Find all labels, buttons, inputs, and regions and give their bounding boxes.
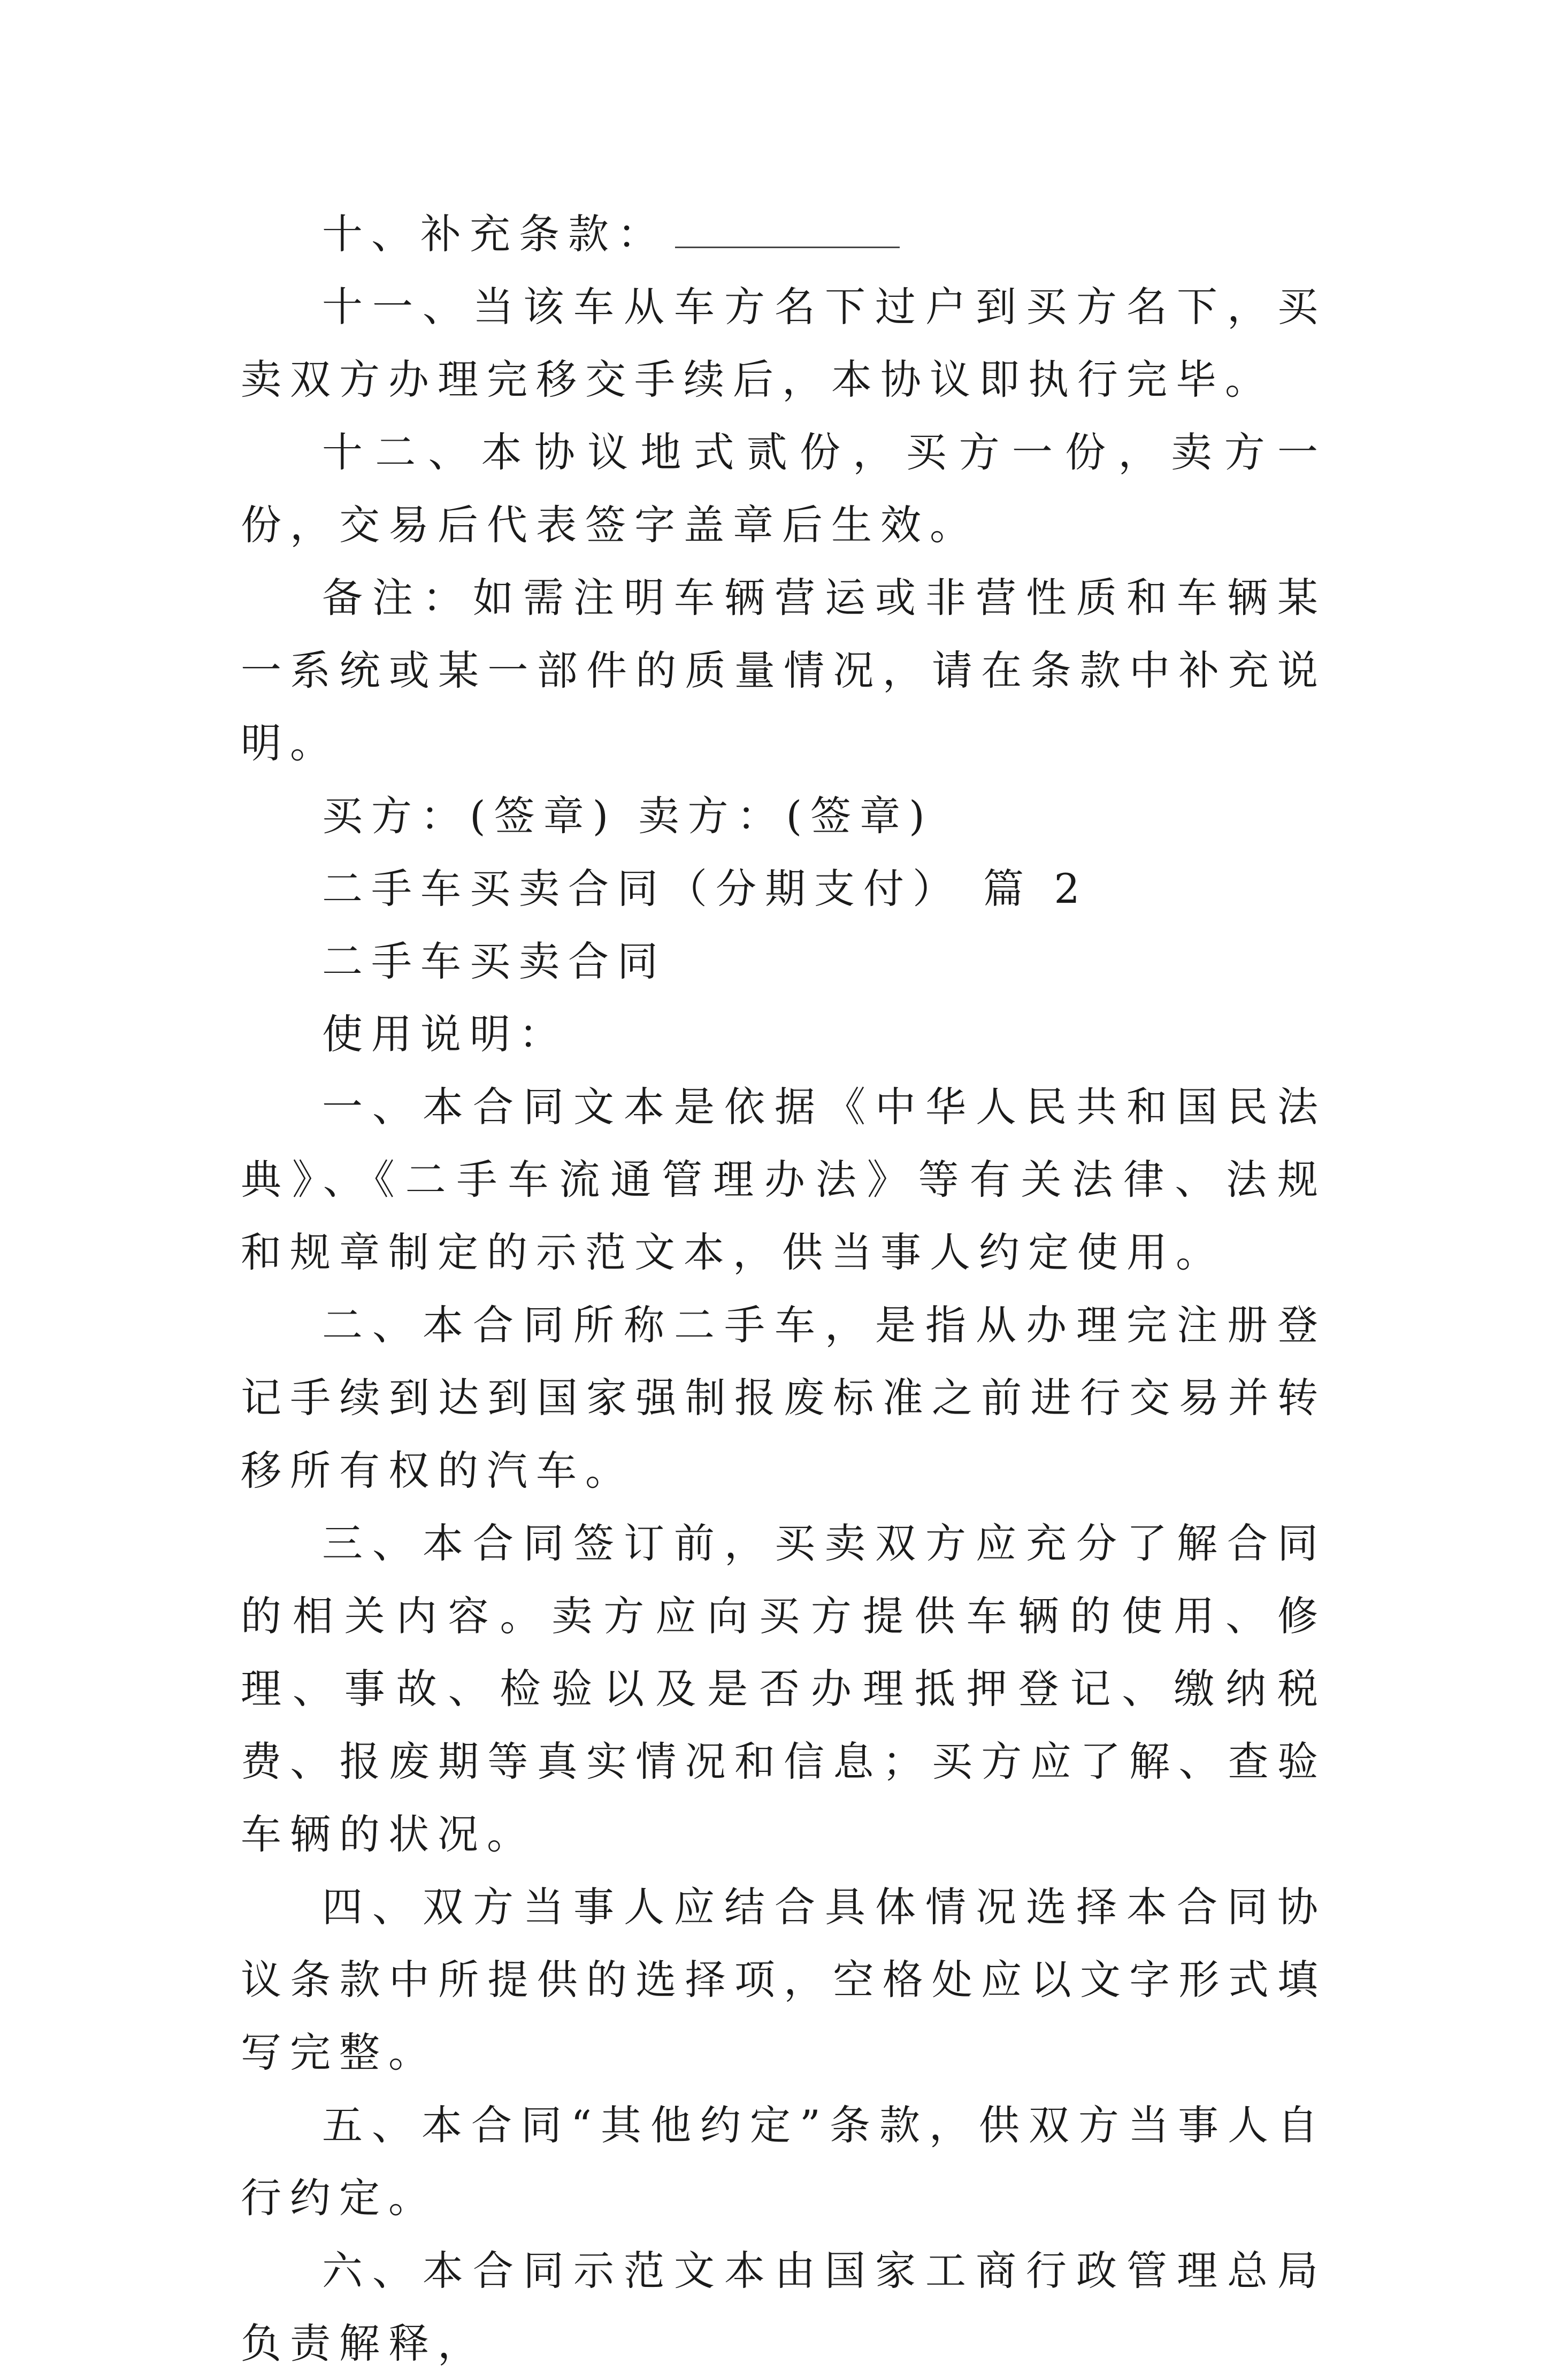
- usage-instructions-heading: 使用说明：: [322, 1010, 568, 1058]
- document-body: [241, 198, 1327, 2380]
- contract-title: 二手车买卖合同: [322, 938, 666, 985]
- instruction-item-4: 四、双方当事人应结合具体情况选择本合同协议条款中所提供的选择项，空格处应以文字形式填写完整。: [241, 1883, 1327, 2076]
- fill-in-blank-line: [675, 216, 900, 248]
- instruction-item-1: 一、本合同文本是依据《中华人民共和国民法典》、《二手车流通管理办法》等有关法律、法规和规章制定的示范文本，供当事人约定使用。: [241, 1083, 1327, 1276]
- instruction-item-5: 五、本合同“其他约定”条款，供双方当事人自行约定。: [241, 2101, 1327, 2222]
- instruction-item-6: 六、本合同示范文本由国家工商行政管理总局负责解释，: [241, 2247, 1327, 2367]
- section-heading-part-2: 二手车买卖合同（分期支付） 篇 2: [322, 865, 1089, 912]
- signature-line: 买方：(签章) 卖方：(签章): [322, 792, 933, 840]
- clause-eleven-transfer: 十一、当该车从车方名下过户到买方名下，买卖双方办理完移交手续后，本协议即执行完毕。: [241, 283, 1327, 403]
- instruction-item-2: 二、本合同所称二手车，是指从办理完注册登记手续到达到国家强制报废标准之前进行交易并转移所有权的汽车。: [241, 1301, 1327, 1494]
- remark-note: 备注：如需注明车辆营运或非营性质和车辆某一系统或某一部件的质量情况，请在条款中补充说明。: [241, 574, 1327, 767]
- clause-ten-supplementary: 十、补充条款：: [241, 198, 1327, 271]
- clause-twelve-copies: 十二、本协议地式贰份，买方一份，卖方一份，交易后代表签字盖章后生效。: [241, 428, 1327, 549]
- instruction-item-3: 三、本合同签订前，买卖双方应充分了解合同的相关内容。卖方应向买方提供车辆的使用、修理、事故、检验以及是否办理抵押登记、缴纳税费、报废期等真实情况和信息；买方应了解、查验车辆的状况。: [241, 1519, 1327, 1858]
